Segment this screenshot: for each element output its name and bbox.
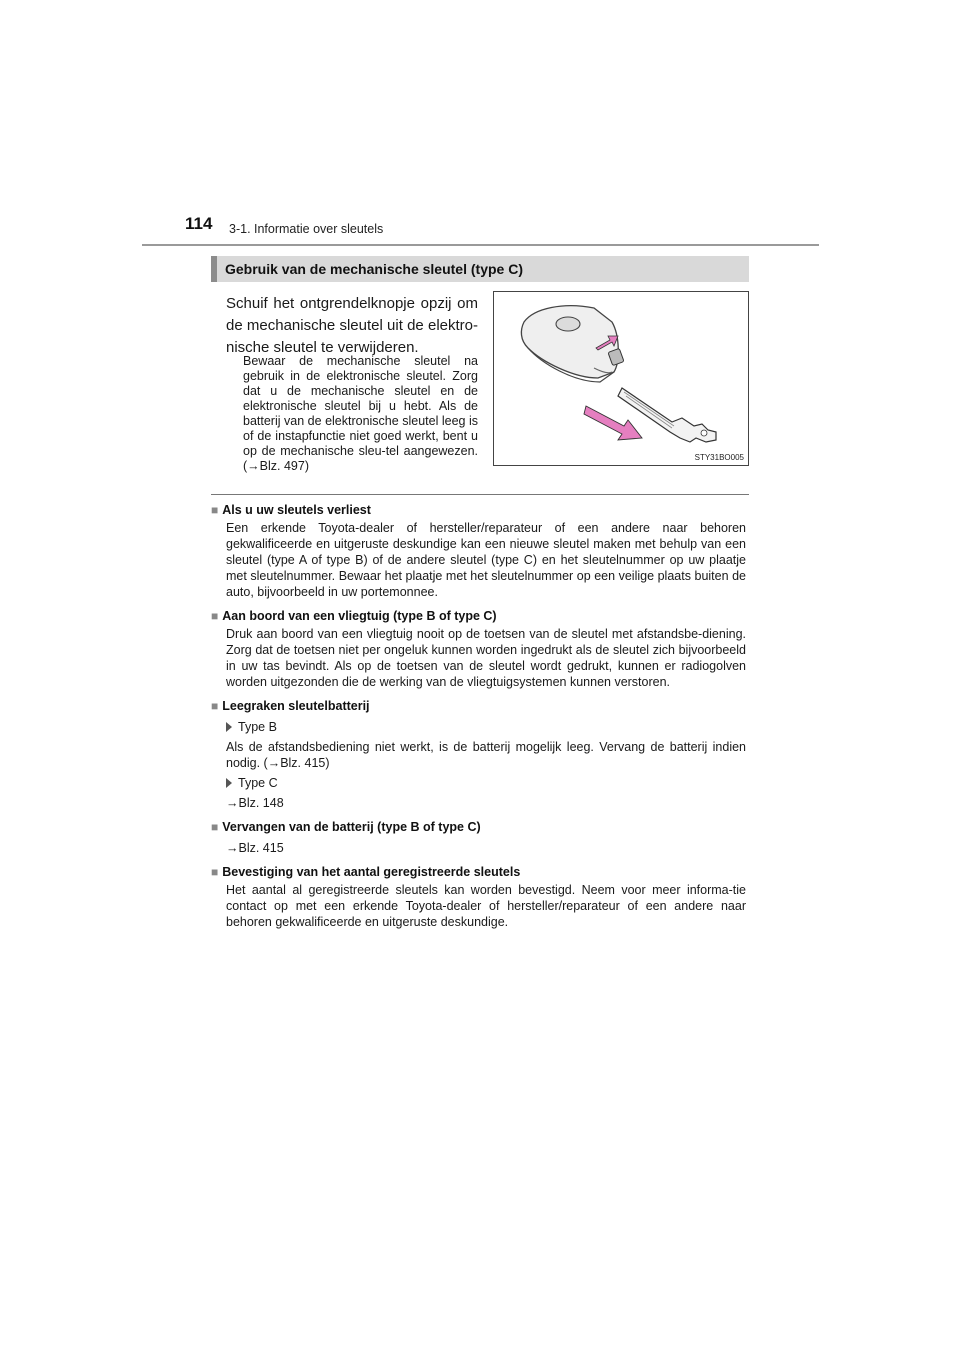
square-bullet-icon: ■ — [211, 820, 219, 834]
pull-arrow-icon — [584, 406, 642, 440]
list-item — [211, 819, 746, 856]
item-text: Een erkende Toyota-dealer of hersteller/reparateur of een andere naar behoren gekwalificeerde en uitgeruste deskundige kan een nieuwe sleutel maken met behulp van een sleutel (type A of type B) of de andere sleutel (type C) en het sleutelnummer op uw plaatje met sleutelnummer. Bewaar het plaatje met het sleutelnummer op een veilige plaats buiten de auto, bijvoorbeeld in uw portemonnee. — [226, 521, 746, 599]
section-label: 3-1. Informatie over sleutels — [229, 222, 384, 236]
item-text: Het aantal al geregistreerde sleutels kan worden bevestigd. Neem voor meer informa-tie contact op met een erkende Toyota-dealer of hersteller/reparateur of een andere naar behoren gekwalificeerde en uitgeruste deskundige. — [226, 883, 746, 929]
page-number: 114 — [185, 214, 213, 233]
square-bullet-icon: ■ — [211, 609, 219, 623]
section-divider — [211, 494, 749, 495]
header-rule — [142, 244, 819, 246]
square-bullet-icon: ■ — [211, 699, 219, 713]
subitem-type-b — [211, 719, 746, 735]
square-bullet-icon: ■ — [211, 503, 219, 517]
list-item — [211, 698, 746, 811]
item-heading: Als u uw sleutels verliest — [222, 503, 371, 517]
subitem-label: Type B — [238, 720, 277, 734]
item-heading: Aan boord van een vliegtuig (type B of type C) — [222, 609, 497, 623]
item-text: Als de afstandsbediening niet werkt, is de batterij mogelijk leeg. Vervang de batterij indien nodig. (→Blz. 415) — [226, 740, 746, 770]
page-reference: →Blz. 148 — [226, 796, 284, 810]
list-item — [211, 864, 746, 930]
triangle-bullet-icon — [226, 778, 232, 788]
item-heading: Leegraken sleutelbatterij — [222, 699, 370, 713]
subitem-label: Type C — [238, 776, 278, 790]
item-heading: Bevestiging van het aantal geregistreerde sleutels — [222, 865, 521, 879]
list-item — [211, 608, 746, 690]
list-item — [211, 502, 746, 600]
square-bullet-icon: ■ — [211, 865, 219, 879]
key-button — [556, 317, 580, 331]
item-text: Druk aan boord van een vliegtuig nooit op de toetsen van de sleutel met afstandsbe-diening. Zorg dat de toetsen niet per ongeluk kunnen worden ingedrukt als de sleutel zich bijvoorbeeld in uw tas bevindt. Als op de toetsen van de sleutel wordt gedrukt, kunnen er radiogolven worden uitgezonden die de werking van de vliegtuigsystemen kunnen verstoren. — [226, 627, 746, 689]
key-illustration — [493, 291, 749, 466]
figure-code: STY31BO005 — [694, 453, 744, 462]
section-title-bar — [211, 256, 749, 282]
page-reference: →Blz. 415 — [226, 841, 284, 855]
intro-note: Bewaar de mechanische sleutel na gebruik in de elektronische sleutel. Zorg dat u de mechanische sleutel en de elektronische sleutel bij u hebt. Als de batterij van de elektronische sleutel leeg is of de instapfunctie niet goed werkt, bent u op de mechanische sleu-tel aangewezen. (→Blz. 497) — [243, 354, 478, 473]
item-heading: Vervangen van de batterij (type B of type C) — [222, 820, 481, 834]
section-title: Gebruik van de mechanische sleutel (type C) — [225, 261, 523, 277]
triangle-bullet-icon — [226, 722, 232, 732]
key-drawing — [494, 292, 750, 467]
intro-instruction: Schuif het ontgrendelknopje opzij om de mechanische sleutel uit de elektro-nische sleutel te verwijderen. — [226, 295, 478, 356]
info-list — [211, 502, 746, 938]
subitem-type-c — [211, 775, 746, 791]
